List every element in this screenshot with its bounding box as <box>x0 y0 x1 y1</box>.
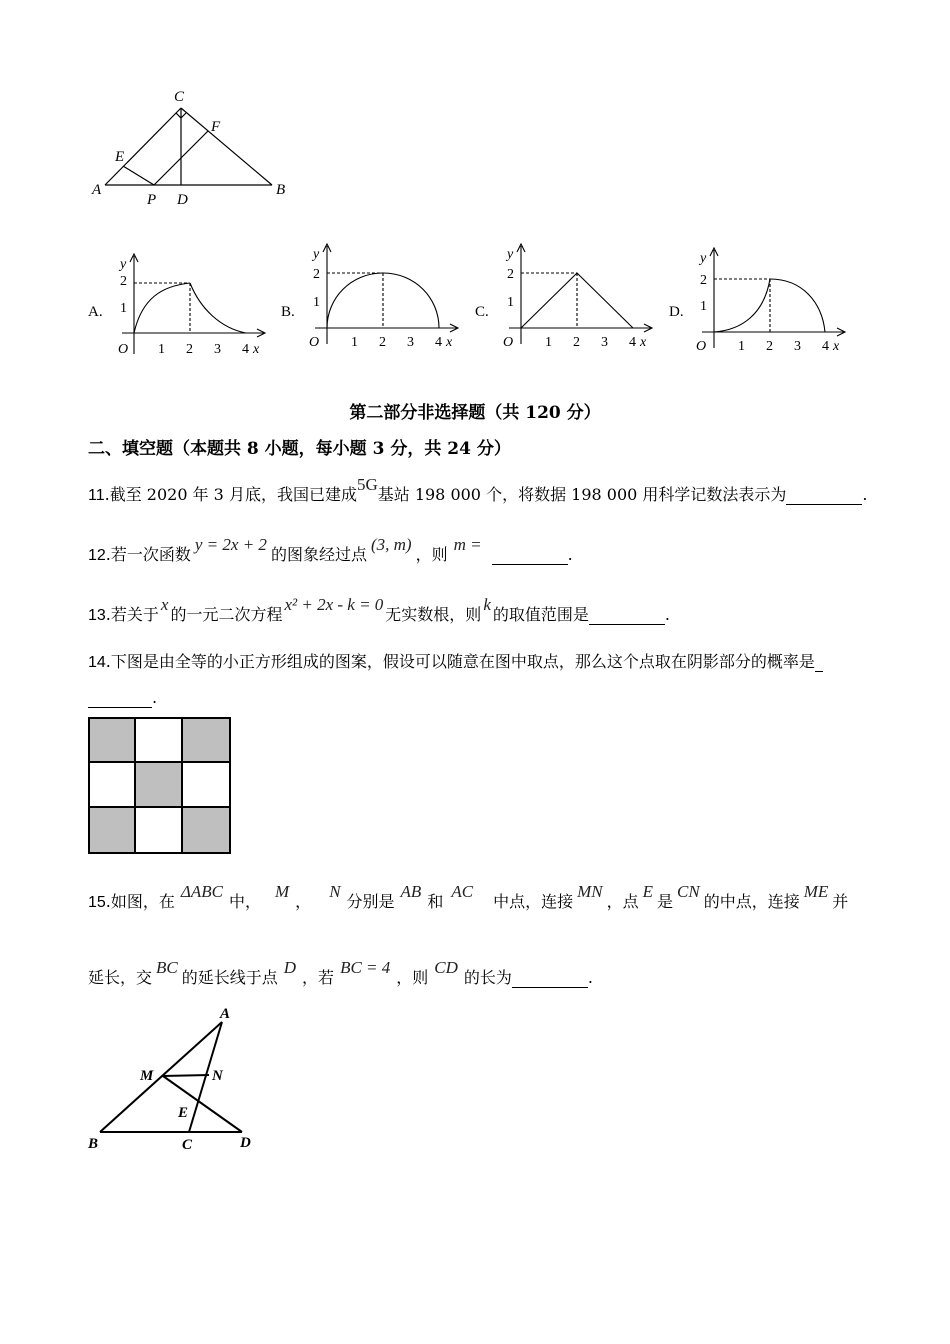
period: . <box>862 485 868 504</box>
x-axis-label: x <box>446 335 453 350</box>
option-c-graph <box>499 240 659 352</box>
question-text: ， <box>295 892 312 911</box>
x-axis-label: x <box>640 335 647 350</box>
question-text: 是 <box>657 892 674 911</box>
square-grid <box>88 717 231 854</box>
question-13 <box>88 595 670 625</box>
question-text: 的图象经过点 <box>270 545 367 564</box>
section-title: 第二部分非选择题（共 120 分） <box>349 403 601 423</box>
y-tick: 2 <box>313 267 320 282</box>
math-expr: ΔABC <box>180 882 223 901</box>
question-text: 和 <box>427 892 444 911</box>
grid-cell <box>183 808 229 852</box>
y-tick: 1 <box>120 301 127 316</box>
question-text: 的长为 <box>463 968 512 987</box>
x-tick: 3 <box>601 335 608 350</box>
period: . <box>152 688 158 707</box>
curve-rise <box>134 283 190 333</box>
math-expr: x <box>160 595 169 614</box>
x-tick: 2 <box>766 339 773 354</box>
math-expr: x² + 2x - k = 0 <box>284 595 384 614</box>
question-text: ，则 <box>396 968 429 987</box>
label-A: A <box>92 182 102 198</box>
grid-cell <box>183 763 229 807</box>
question-text: 的一元二次方程 <box>170 605 283 624</box>
label-M: M <box>140 1068 154 1084</box>
x-axis-label: x <box>253 342 260 357</box>
label-A: A <box>220 1006 231 1022</box>
x-tick: 2 <box>573 335 580 350</box>
label-E: E <box>178 1105 189 1121</box>
x-tick: 1 <box>738 339 745 354</box>
x-tick: 3 <box>407 335 414 350</box>
grid-cell <box>90 808 136 852</box>
question-11 <box>88 475 868 505</box>
segment-PE <box>123 166 154 185</box>
question-text: .若关于 <box>105 605 159 624</box>
label-D: D <box>240 1135 251 1151</box>
x-tick: 4 <box>629 335 636 350</box>
option-c-label: C. <box>475 304 489 320</box>
question-text: 中， <box>228 892 261 911</box>
math-expr: CN <box>677 882 700 901</box>
triangle-figure <box>85 82 295 210</box>
question-number: 15 <box>88 894 106 911</box>
y-axis-label: y <box>700 251 707 266</box>
y-axis-label: y <box>507 247 514 262</box>
y-tick: 1 <box>700 299 707 314</box>
y-tick: 2 <box>700 273 707 288</box>
curve-fall <box>190 283 246 333</box>
question-text: ，若 <box>302 968 335 987</box>
label-B: B <box>276 182 286 198</box>
grid-cell <box>136 808 182 852</box>
question-text: 的中点，连接 <box>703 892 800 911</box>
option-b-label: B. <box>281 304 295 320</box>
question-text: 的取值范围是 <box>492 605 589 624</box>
period: . <box>664 605 670 624</box>
option-a-label: A. <box>88 304 103 320</box>
math-expr: ME <box>803 882 829 901</box>
y-tick: 2 <box>507 267 514 282</box>
label-D: D <box>177 192 188 208</box>
curve-fall <box>770 279 825 332</box>
x-tick: 2 <box>379 335 386 350</box>
grid-cell <box>136 763 182 807</box>
option-a-graph <box>112 250 272 362</box>
label-N: N <box>212 1068 223 1084</box>
question-number: 12 <box>88 547 106 564</box>
segment-AC <box>105 108 181 185</box>
curve-rise <box>714 279 770 332</box>
question-text: 延长，交 <box>88 968 153 987</box>
answer-blank[interactable] <box>88 688 152 708</box>
question-text: 的延长线于点 <box>181 968 278 987</box>
question-text: .截至 2020 年 3 月底，我国已建成 <box>104 485 357 504</box>
answer-blank[interactable] <box>589 605 665 625</box>
x-tick: 4 <box>822 339 829 354</box>
origin-label: O <box>503 335 514 350</box>
x-tick: 1 <box>351 335 358 350</box>
question-text: ，则 <box>415 545 448 564</box>
option-b-graph <box>305 240 465 352</box>
question-text: ，点 <box>606 892 639 911</box>
grid-cell <box>136 719 182 763</box>
label-P: P <box>147 192 157 208</box>
x-tick: 1 <box>158 342 165 357</box>
x-tick: 4 <box>435 335 442 350</box>
question-text: .下图是由全等的小正方形组成的图案，假设可以随意在图中取点，那么这个点取在阴影部分的概率是 <box>105 652 815 671</box>
question-text: .如图，在 <box>105 892 175 911</box>
x-tick: 3 <box>794 339 801 354</box>
label-E: E <box>115 149 125 165</box>
question-text: 无实数根，则 <box>385 605 482 624</box>
period: . <box>567 545 573 564</box>
math-expr: (3, m) <box>370 535 412 554</box>
question-number: 14 <box>88 654 106 671</box>
option-d-label: D. <box>669 304 684 320</box>
math-expr: BC <box>156 958 178 977</box>
math-expr: BC = 4 <box>340 958 391 977</box>
question-12 <box>88 535 573 565</box>
question-number: 11 <box>88 487 105 504</box>
y-tick: 1 <box>313 295 320 310</box>
origin-label: O <box>696 339 707 354</box>
grid-cell <box>183 719 229 763</box>
question-14-line2 <box>88 688 157 708</box>
x-tick: 1 <box>545 335 552 350</box>
answer-blank[interactable] <box>786 485 862 505</box>
y-axis-label: y <box>120 257 127 272</box>
answer-blank[interactable] <box>512 968 588 988</box>
question-15 <box>88 882 849 912</box>
question-14 <box>88 649 823 672</box>
x-tick: 3 <box>214 342 221 357</box>
segment-BA <box>100 1022 222 1132</box>
question-number: 13 <box>88 607 106 624</box>
math-expr: M <box>275 882 290 901</box>
answer-blank[interactable] <box>492 545 568 565</box>
question-text: 分别是 <box>346 892 395 911</box>
x-axis-label: x <box>833 339 840 354</box>
segment-MN <box>163 1075 209 1076</box>
y-tick: 1 <box>507 295 514 310</box>
label-B: B <box>88 1136 99 1152</box>
origin-label: O <box>118 342 129 357</box>
section-heading: 二、填空题（本题共 8 小题，每小题 3 分，共 24 分） <box>88 439 511 459</box>
option-d-graph <box>692 244 852 356</box>
y-axis-label: y <box>313 247 320 262</box>
math-expr: E <box>642 882 653 901</box>
math-expr: y = 2x + 2 <box>194 535 267 554</box>
question-15-line2 <box>88 958 594 988</box>
x-tick: 2 <box>186 342 193 357</box>
math-expr: 5G <box>356 475 378 494</box>
math-expr: D <box>283 958 297 977</box>
math-expr: m = <box>453 535 482 554</box>
period: . <box>587 968 594 987</box>
question-text: 基站 198 000 个，将数据 198 000 用科学记数法表示为 <box>377 485 787 504</box>
math-expr: N <box>329 882 341 901</box>
question-text: .若一次函数 <box>105 545 191 564</box>
question-text: 并 <box>832 892 849 911</box>
label-C: C <box>182 1137 193 1153</box>
math-expr: AB <box>400 882 422 901</box>
math-expr: CD <box>434 958 458 977</box>
grid-cell <box>90 719 136 763</box>
segment-CB <box>181 108 272 185</box>
x-tick: 4 <box>242 342 249 357</box>
label-F: F <box>211 119 221 135</box>
question-text: 中点，连接 <box>493 892 574 911</box>
math-expr: AC <box>451 882 474 901</box>
answer-blank-start[interactable] <box>815 652 823 672</box>
origin-label: O <box>309 335 320 350</box>
math-expr: MN <box>577 882 603 901</box>
label-C: C <box>174 89 185 105</box>
triangle-figure-2 <box>84 1004 264 1154</box>
math-expr: k <box>483 595 491 614</box>
y-tick: 2 <box>120 274 127 289</box>
grid-cell <box>90 763 136 807</box>
